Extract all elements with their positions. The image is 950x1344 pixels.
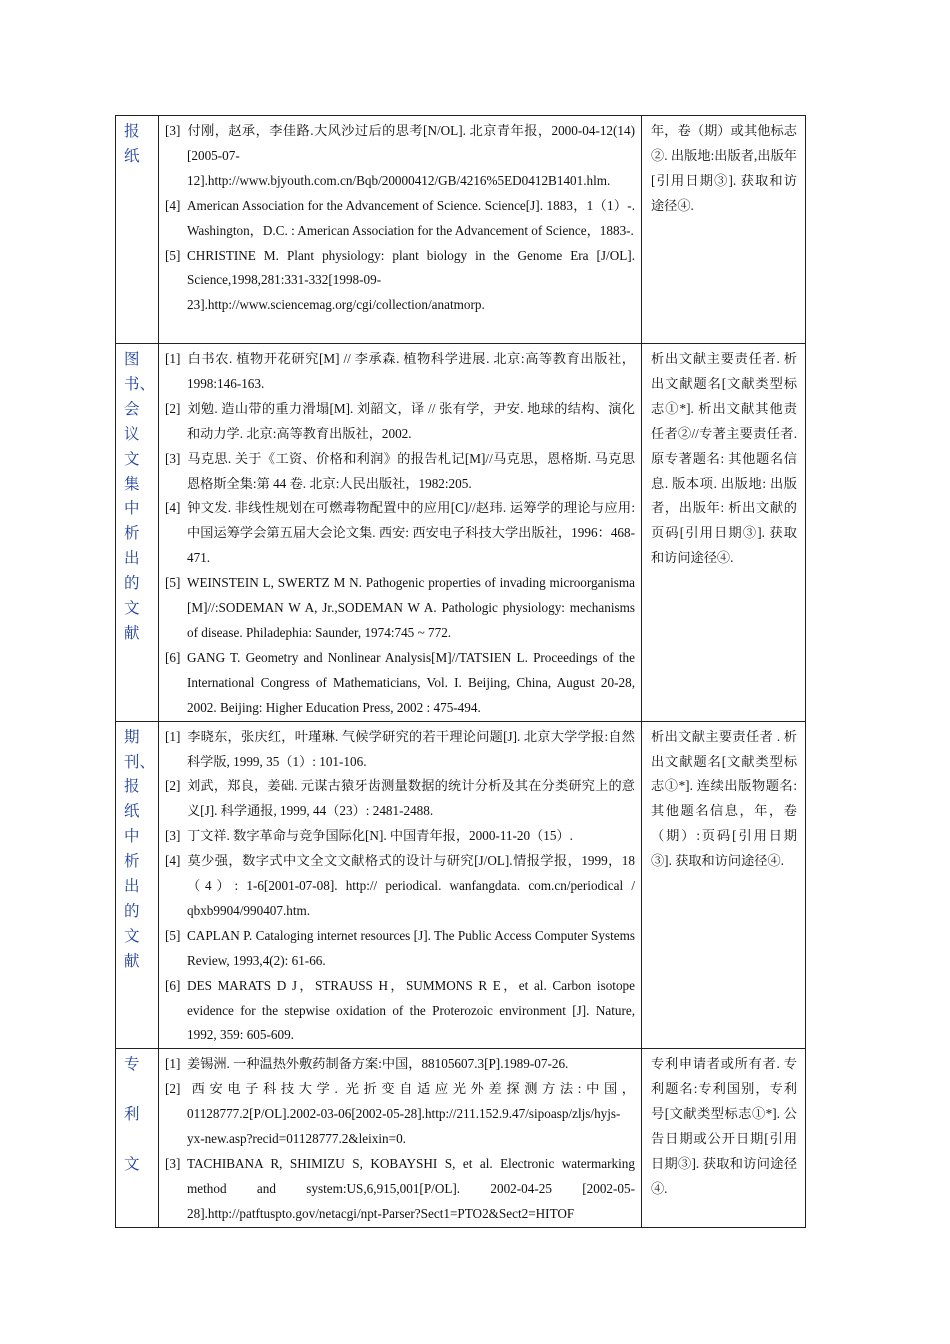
reference-text: CAPLAN P. Cataloging internet resources [J]. The Public Access Computer Systems Review, 1993,4(2): 61-66. — [187, 927, 635, 968]
reference-text: 西安电子科技大学. 光折变自适应光外差探测方法:中国，01128777.2[P/OL].2002-03-06[2002-05-28].http://211.152.9.47/sipoasp/zljs/hyjs-yx-new.asp?recid=01128777.2&leixin=0. — [187, 1081, 635, 1147]
reference-number: [1] — [165, 1056, 181, 1072]
reference-number: [5] — [165, 575, 181, 591]
category-char: 议 — [124, 424, 140, 443]
reference-item — [165, 849, 635, 924]
category-char: 献 — [124, 623, 140, 642]
category-char: 出 — [124, 877, 140, 896]
reference-number: [2] — [165, 1081, 181, 1097]
category-char: 析 — [124, 852, 140, 871]
table-row — [116, 1049, 806, 1227]
reference-number: [2] — [165, 778, 181, 794]
category-char: 报 — [124, 122, 140, 140]
reference-number: [3] — [165, 1156, 181, 1171]
table-body — [116, 116, 806, 1228]
format-description-cell: 析出文献主要责任者. 析出文献题名[文献类型标志①*]. 析出文献其他责任者②//专著主要责任者. 原专著题名: 其他题名信息. 版本项. 出版地: 出版者，出版年: 析出文献的页码[引用日期③]. 获取和访问途径④. — [642, 344, 806, 722]
category-char: 纸 — [124, 146, 140, 165]
reference-item — [165, 1152, 635, 1227]
format-description-cell: 年，卷（期）或其他标志②. 出版地:出版者,出版年[引用日期③]. 获取和访途径④. — [642, 116, 806, 344]
reference-item — [165, 725, 635, 775]
reference-item — [165, 194, 635, 244]
reference-text: American Association for the Advancement of Science. Science[J]. 1883，1（1）-. Washington，D.C. : American Association for the Advancement of Science，1883-. — [187, 197, 635, 238]
reference-format-table — [115, 115, 806, 1228]
reference-item — [165, 974, 635, 1049]
reference-examples-cell — [159, 1049, 642, 1227]
reference-item — [165, 347, 635, 397]
category-char: 的 — [124, 901, 140, 920]
table-row — [116, 344, 806, 722]
reference-text: 莫少强，数字式中文全文文献格式的设计与研究[J/OL].情报学报，1999，18（4）: 1-6[2001-07-08]. http:// periodical. wanfangdata. com.cn/periodical / qbxb9904/990407.htm. — [187, 853, 635, 918]
reference-number: [1] — [165, 728, 181, 744]
category-char: 中 — [124, 827, 140, 846]
reference-number: [5] — [165, 927, 181, 943]
category-char: 文 — [124, 599, 140, 618]
reference-text: 马克思. 关于《工资、价格和利润》的报告札记[M]//马克思，恩格斯. 马克思恩格斯全集:第 44 卷. 北京:人民出版社，1982:205. — [187, 450, 635, 491]
reference-text: 李晓东，张庆红，叶瑾琳. 气候学研究的若干理论问题[J]. 北京大学学报:自然科学版, 1999, 35（1）: 101-106. — [187, 728, 635, 769]
reference-text: CHRISTINE M. Plant physiology: plant biology in the Genome Era [J/OL]. Science,1998,281:331-332[1998-09-23].http://www.sciencemag.org/cgi/collection/anatmorp. — [187, 247, 635, 313]
reference-number: [4] — [165, 197, 181, 213]
reference-text: 丁文祥. 数字革命与竞争国际化[N]. 中国青年报，2000-11-20（15）. — [187, 828, 573, 844]
reference-number: [3] — [165, 828, 181, 844]
reference-item — [165, 924, 635, 974]
category-char: 图 — [124, 350, 140, 368]
category-char: 刊、 — [124, 752, 156, 771]
category-char: 纸 — [124, 802, 140, 821]
reference-number: [3] — [165, 123, 181, 138]
category-cell — [116, 116, 159, 344]
reference-item — [165, 447, 635, 497]
category-cell — [116, 721, 159, 1049]
reference-item — [165, 1052, 635, 1077]
category-cell — [116, 1049, 159, 1227]
reference-number: [6] — [165, 977, 181, 993]
reference-number: [2] — [165, 400, 181, 416]
reference-text: 刘武，郑良，姜础. 元谋古猿牙齿测量数据的统计分析及其在分类研究上的意义[J]. 科学通报, 1999, 44（23）: 2481-2488. — [187, 778, 635, 819]
reference-number: [4] — [165, 853, 181, 869]
category-char: 集 — [124, 474, 140, 493]
table-row — [116, 721, 806, 1049]
category-char: 利 — [124, 1105, 140, 1124]
category-char: 析 — [124, 524, 140, 543]
reference-item — [165, 646, 635, 721]
reference-number: [5] — [165, 247, 181, 263]
reference-item — [165, 244, 635, 319]
reference-item — [165, 397, 635, 447]
reference-item — [165, 824, 635, 849]
reference-number: [4] — [165, 500, 181, 516]
category-char: 专 — [124, 1055, 140, 1074]
reference-text: GANG T. Geometry and Nonlinear Analysis[M]//TATSIEN L. Proceedings of the International Congress of Mathematicians, Vol. I. Beijing, China, August 20-28, 2002. Beijing: Higher Education Press, 2002 : 475-494. — [187, 649, 635, 715]
reference-number: [3] — [165, 450, 181, 466]
reference-item — [165, 496, 635, 571]
reference-text: 白书农. 植物开花研究[M] // 李承森. 植物科学进展. 北京:高等教育出版社，1998:146-163. — [187, 351, 635, 391]
reference-text: 姜锡洲. 一种温热外敷药制备方案:中国，88105607.3[P].1989-07-26. — [187, 1056, 569, 1072]
reference-item — [165, 1077, 635, 1152]
reference-text: TACHIBANA R, SHIMIZU S, KOBAYSHI S, et al. Electronic watermarking method and system:US,6,915,001[P/OL]. 2002-04-25 [2002-05-28].http://patftuspto.gov/netacgi/npt-Parser?Sect1=PTO2&Sect2=HITOF — [187, 1156, 635, 1221]
category-char: 文 — [124, 926, 140, 945]
category-char: 报 — [124, 777, 140, 796]
reference-text: WEINSTEIN L, SWERTZ M N. Pathogenic properties of invading microorganisma [M]//:SODEMAN W A, Jr.,SODEMAN W A. Pathologic physiology: mechanisms of disease. Philadephia: Saunder, 1974:745 ~ 772. — [187, 575, 635, 640]
category-char: 献 — [124, 951, 140, 970]
format-description-cell: 专利申请者或所有者. 专利题名:专利国别，专利号[文献类型标志①*]. 公告日期或公开日期[引用日期③]. 获取和访问途径④. — [642, 1049, 806, 1227]
category-char: 的 — [124, 574, 140, 593]
category-char: 期 — [124, 727, 140, 746]
reference-item — [165, 774, 635, 824]
reference-examples-cell — [159, 344, 642, 722]
category-char: 文 — [124, 1154, 140, 1173]
format-description-cell: 析出文献主要责任者 . 析出文献题名[文献类型标志①*]. 连续出版物题名: 其他题名信息，年，卷（期）:页码[引用日期③]. 获取和访问途径④. — [642, 721, 806, 1049]
category-char: 会 — [124, 399, 140, 418]
reference-examples-cell — [159, 116, 642, 344]
table-row — [116, 116, 806, 344]
reference-number: [1] — [165, 351, 181, 366]
category-char: 文 — [124, 449, 140, 468]
reference-text: 钟文发. 非线性规划在可燃毒物配置中的应用[C]//赵玮. 运筹学的理论与应用: 中国运筹学会第五届大会论文集. 西安: 西安电子科技大学出版社，1996：468-471. — [187, 500, 635, 566]
reference-text: 刘勉. 造山带的重力滑塌[M]. 刘韶文，译 // 张有学，尹安. 地球的结构、演化和动力学. 北京:高等教育出版社，2002. — [187, 400, 635, 441]
reference-item — [165, 571, 635, 646]
category-char: 书、 — [124, 374, 156, 393]
category-cell — [116, 344, 159, 722]
reference-text: DES MARATS D J，STRAUSS H，SUMMONS R E，et al. Carbon isotope evidence for the stepwise oxidation of the Proterozoic environment [J]. Nature, 1992, 359: 605-609. — [187, 977, 635, 1043]
reference-text: 付刚，赵承，李佳路.大风沙过后的思考[N/OL]. 北京青年报，2000-04-12(14)[2005-07-12].http://www.bjyouth.com.cn/Bqb/20000412/GB/4216%5ED0412B1401.hlm. — [187, 123, 635, 188]
category-char: 出 — [124, 549, 140, 568]
reference-number: [6] — [165, 649, 181, 665]
category-char: 中 — [124, 499, 140, 518]
reference-examples-cell — [159, 721, 642, 1049]
reference-item — [165, 119, 635, 194]
